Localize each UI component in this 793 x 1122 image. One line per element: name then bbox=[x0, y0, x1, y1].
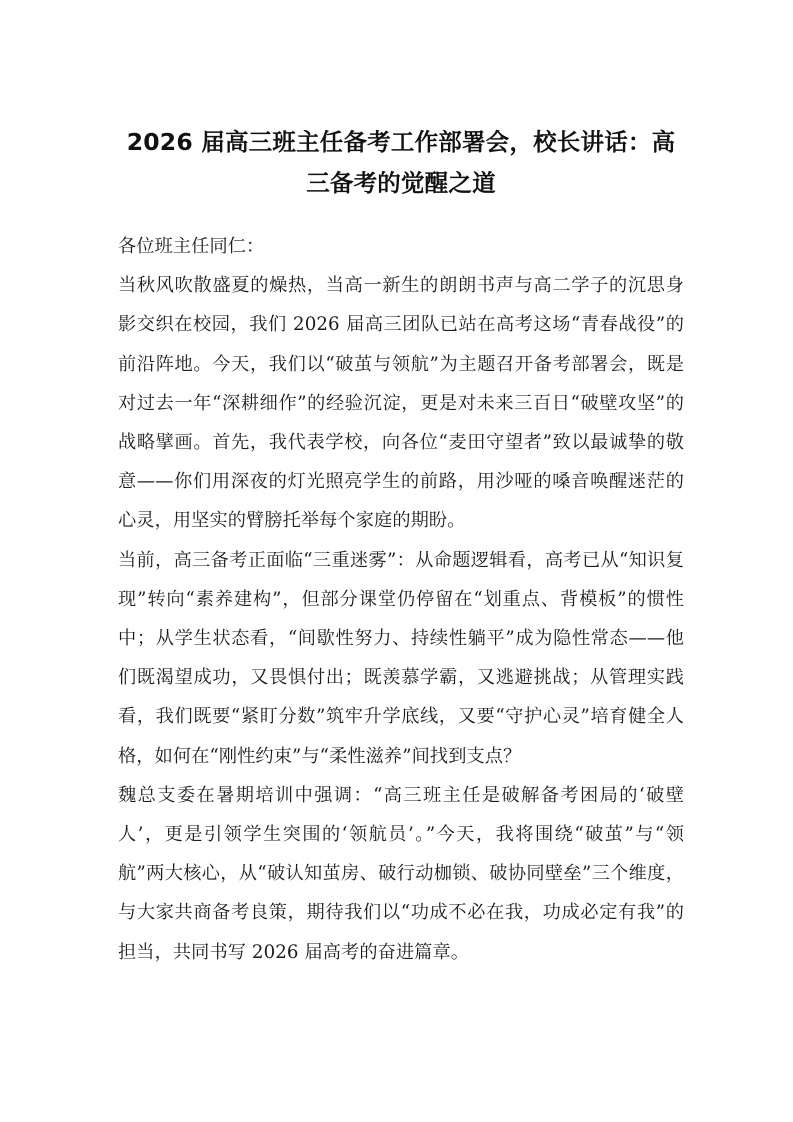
document-content bbox=[118, 122, 684, 972]
paragraph-3: 魏总支委在暑期培训中强调：“高三班主任是破解备考困局的‘破壁人’，更是引领学生突围的‘领航员’。”今天，我将围绕“破茧”与“领航”两大核心，从“破认知茧房、破行动枷锁、破协同壁垒”三个维度，与大家共商备考良策，期待我们以“功成不必在我，功成必定有我”的担当，共同书写 2026 届高考的奋进篇章。 bbox=[118, 784, 684, 963]
page-title-line-1: 2026 届高三班主任备考工作部署会，校长讲 bbox=[126, 128, 605, 156]
document-body bbox=[118, 227, 684, 972]
page-title-line-2: 话：高三备考的觉醒之道 bbox=[306, 128, 676, 197]
paragraph-2: 当前，高三备考正面临“三重迷雾”：从命题逻辑看，高考已从“知识复现”转向“素养建构”，但部分课堂仍停留在“划重点、背模板”的惯性中；从学生状态看，“间歇性努力、持续性躺平”成为隐性常态——他们既渴望成功，又畏惧付出；既羡慕学霸，又逃避挑战；从管理实践看，我们既要“紧盯分数”筑牢升学底线，又要“守护心灵”培育健全人格，如何在“刚性约束”与“柔性滋养”间找到支点？ bbox=[118, 549, 684, 767]
page-title bbox=[118, 122, 684, 204]
paragraph-salutation: 各位班主任同仁： bbox=[118, 236, 265, 257]
paragraph-1: 当秋风吹散盛夏的燥热，当高一新生的朗朗书声与高二学子的沉思身影交织在校园，我们 2026 届高三团队已站在高考这场“青春战役”的前沿阵地。今天，我们以“破茧与领航”为主题召开备考部署会，既是对过去一年“深耕细作”的经验沉淀，更是对未来三百日“破壁攻坚”的战略擘画。首先，我代表学校，向各位“麦田守望者”致以最诚挚的敬意——你们用深夜的灯光照亮学生的前路，用沙哑的嗓音唤醒迷茫的心灵，用坚实的臂膀托举每个家庭的期盼。 bbox=[118, 275, 684, 532]
